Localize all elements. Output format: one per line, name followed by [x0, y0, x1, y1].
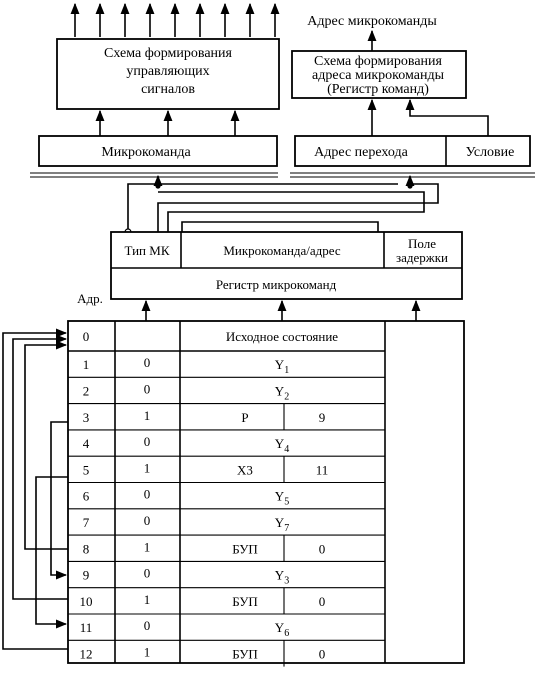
address-output-label: Адрес микрокоманды	[307, 14, 437, 29]
branch-5-to-11	[36, 477, 68, 624]
signals-block-line3: сигналов	[141, 82, 195, 97]
memory-to-register-arrows	[146, 301, 416, 321]
branch-arrows	[3, 333, 68, 649]
memory-row-type: 0	[143, 434, 151, 450]
memory-row-type: 1	[143, 591, 151, 607]
memory-row-condition: БУП	[232, 646, 258, 662]
memory-row-addr: 12	[79, 646, 93, 662]
control-signals-block	[57, 39, 279, 109]
memory-row-type: 0	[143, 618, 151, 634]
branch-3-to-9	[51, 422, 68, 575]
memory-row-target: 11	[315, 462, 329, 478]
memory-row-addr: 8	[82, 541, 90, 557]
register-field-delay-1: Поле	[408, 236, 436, 251]
memory-row-addr: 11	[79, 620, 93, 636]
memory-row-signal: $Y_7$	[274, 514, 290, 534]
signals-block-line2: управляющих	[126, 64, 210, 79]
memory-row-type: 0	[143, 381, 151, 397]
jump-address-label: Адрес перехода	[314, 145, 408, 160]
memory-row-target: 0	[318, 646, 326, 662]
memory-row-addr: 5	[82, 462, 90, 478]
memory-address-label: Адр.	[77, 291, 103, 306]
memory-row-addr: 6	[82, 488, 90, 504]
branch-10-to-0	[13, 339, 68, 599]
address-formation-block	[292, 51, 466, 98]
microcommand-register	[111, 232, 462, 299]
register-title: Регистр микрокоманд	[215, 277, 337, 292]
memory-row-addr: 0	[82, 329, 90, 344]
memory-row-content: Исходное состояние	[225, 329, 339, 344]
bus-lines	[30, 173, 535, 177]
microcommand-label: Микрокоманда	[101, 145, 191, 160]
memory-row-type: 1	[143, 539, 151, 555]
register-field-command: Микрокоманда/адрес	[223, 243, 341, 258]
memory-row-condition: Х3	[237, 462, 253, 478]
register-field-type: Тип МК	[124, 243, 170, 258]
memory-row-signal: $Y_1$	[274, 357, 290, 377]
memory-row-target: 0	[318, 541, 326, 557]
microprogram-memory	[68, 321, 464, 663]
memory-row-condition: Р	[241, 409, 249, 425]
switch-network	[125, 176, 438, 235]
memory-row-condition: БУП	[232, 593, 258, 609]
memory-row-type: 0	[143, 565, 151, 581]
memory-row-type: 1	[143, 460, 151, 476]
register-field-delay-2: задержки	[395, 250, 449, 265]
memory-row-addr: 3	[82, 409, 90, 425]
memory-row-signal: $Y_6$	[274, 620, 290, 640]
memory-row-addr: 1	[82, 357, 90, 373]
signals-block-line1: Схема формирования	[104, 46, 232, 61]
memory-row-signal: $Y_5$	[274, 488, 290, 508]
memory-row-addr: 10	[79, 593, 93, 609]
memory-row-type: 0	[143, 355, 151, 371]
memory-row-type: 1	[143, 644, 151, 660]
memory-row-type: 0	[143, 486, 151, 502]
memory-row-condition: БУП	[232, 541, 258, 557]
memory-row-signal: $Y_4$	[274, 436, 290, 456]
condition-label: Условие	[465, 145, 515, 160]
memory-row-target: 0	[318, 593, 326, 609]
address-block-line2: адреса микрокоманды	[312, 68, 444, 83]
address-block-line1: Схема формирования	[314, 54, 442, 69]
microcommand-bar	[39, 136, 277, 166]
memory-row-signal: $Y_2$	[274, 383, 290, 403]
memory-row-addr: 9	[82, 567, 90, 583]
memory-row-target: 9	[318, 409, 326, 425]
condition-to-address-arrow	[410, 100, 488, 136]
address-bar	[295, 136, 530, 166]
memory-row-type: 0	[143, 512, 151, 528]
memory-row-addr: 4	[82, 436, 90, 452]
memory-row-signal: $Y_3$	[274, 567, 290, 587]
control-signal-outputs	[75, 4, 275, 37]
address-block-line3: (Регистр команд)	[327, 82, 429, 97]
memory-row-addr: 7	[82, 514, 90, 530]
branch-8-to-0	[25, 345, 68, 549]
memory-row-type: 1	[143, 407, 151, 423]
memory-row-addr: 2	[82, 383, 90, 399]
